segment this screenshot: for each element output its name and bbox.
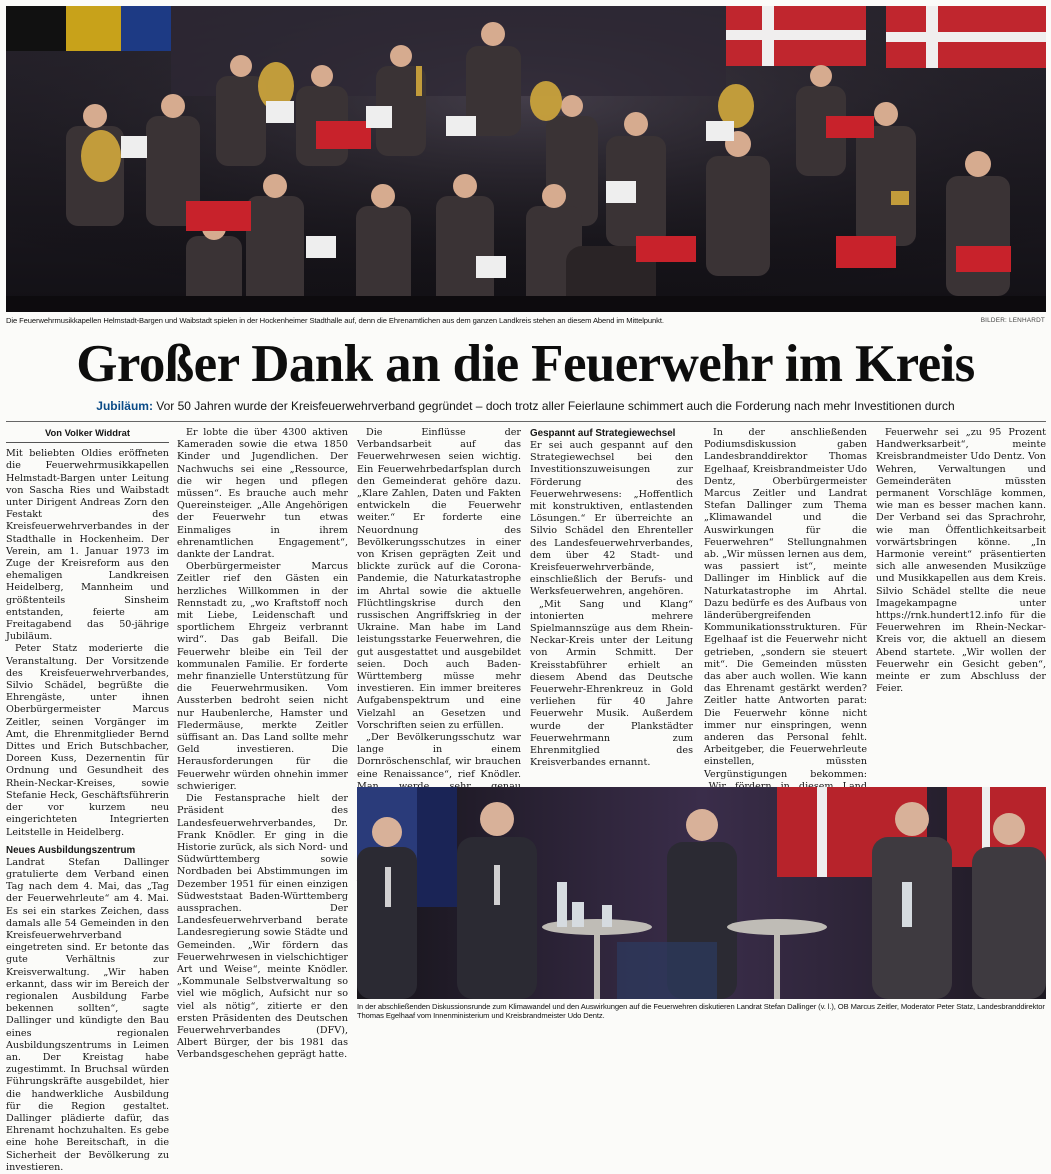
paragraph: Feuerwehr sei „zu 95 Prozent Handwerksarbeit“, meinte Kreisbrandmeister Udo Dentz. Von Wehren, Verwaltungen und Gemeinderäten müssten permanent Vorschläge kommen, wie man es besser machen kann. Der Verband sei das Sprachrohr, wie man Öffentlichkeitsarbeit vorwärtsbringen könne. „In Harmonie vereint“ präsentierten sich alle anwesenden Musikzüge und Musikkapellen aus dem Kreis. Silvio Schädel stellte die neue Imagekampagne unter https://rnk.hundert12.info für die Feuerwehren im Rhein-Neckar-Kreis vor, die aktuell an diesem Abend startete. „Wir wollen der Feuerwehr ein Gesicht geben“, meinte er zum Abschluss der Feier. (876, 427, 1046, 695)
author-byline: Von Volker Widdrat (6, 427, 169, 443)
paragraph: In der anschließenden Podiumsdiskussion gaben Landesbranddirektor Thomas Egelhaaf, Kreisbrandmeister Udo Dentz, Oberbürgermeister Marcus Zeitler und Landrat Stefan Dallinger zum Thema „Klimawandel und die Auswirkungen für die Feuerwehren“ Stellungnahmen ab. „Wir müssen lernen aus dem, was passiert ist“, meinte Dallinger im Hinblick auf die Naturkatastrophe im Ahrtal. Dazu bedürfe es des Aufbaus von länderübergreifenden Kommunikationsstrukturen. Für Egelhaaf ist die Feuerwehr nicht getrieben, „sondern sie steuert mit“. Die Gemeinden müssten das aber auch wollen. Wie kann das Ehrenamt gestärkt werden? Zeitler hatte Antworten parat: Die Feuerwehr könne nicht immer nur einspringen, wenn anderen das Personal fehlt. Arbeitgeber, die Feuerwehrleute einstellen, müssten Vergünstigungen bekommen: (704, 427, 867, 780)
article-column-3 (357, 427, 521, 780)
paragraph: Die Einflüsse der Verbandsarbeit auf das Feuerwehrwesen seien wichtig. Ein Feuerwehrbedarfsplan durch den Gemeinderat gehöre dazu. „Klare Zahlen, Daten und Fakten entwickeln die Feuerwehr weiter.“ Er forderte eine Neuordnung des Bevölkerungsschutzes in einer von Krisen geprägten Zeit und blickte zurück auf die Corona-Pandemie, die Naturkatastrophe im Ahrtal sowie die aktuelle Flüchtlingskrise durch den russischen Angriffskrieg in der Ukraine. Man habe im Land leistungsstarke Feuerwehren, die gut ausgestattet und ausgebildet seien. Doch auch Baden-Württemberg müsse mehr investieren. Ein immer breiteres Aufgabenspektrum und eine Vielzahl an Gesetzen und Vorschriften seien zu erfüllen. (357, 427, 521, 731)
article-column-4 (530, 427, 693, 777)
band-photo (6, 6, 1046, 312)
paragraph: Mit beliebten Oldies eröffneten die Feuerwehrmusikkapellen Helmstadt-Bargen unter Leitung von Sascha Ries und Waibstadt unter Dirigent Andreas Zorn den Festakt des Kreisfeuerwehrverbandes in der Stadthalle in Hockenheim. Der Verein, am 1. Januar 1973 im Zuge der Kreisreform aus den ehemaligen Landkreisen Heidelberg, Mannheim und größtenteils Sinsheim entstanden, feierte am Freitagabend das 50-jährige Jubiläum. (6, 448, 169, 643)
deck-kicker: Jubiläum: (96, 399, 153, 413)
paragraph: Peter Statz moderierte die Veranstaltung. Der Vorsitzende des Kreisfeuerwehrverbandes, Silvio Schädel, begrüßte die Ehrengäste, unter ihnen Oberbürgermeister Marcus Zeitler, seinen Vorgänger im Amt, die Ehrenmitglieder Bernd Dittes und Erich Butschbacher, Doreen Kuss, Dezernentin für Ordnung und Gesundheit des Rhein-Neckar-Kreises, sowie Stefanie Heck, Geschäftsführerin der vor kurzem neu eingerichteten Integrierten Leitstelle in Heidelberg. (6, 643, 169, 838)
paragraph: „Der Bevölkerungsschutz war lange in einem Dornröschenschlaf, wir brauchen eine Renaissance“, rief Knödler. (357, 732, 521, 780)
band-photo-illustration (6, 6, 1046, 312)
divider (6, 421, 1046, 422)
subheadline (0, 398, 1051, 414)
paragraph: Er sei auch gespannt auf den Strategiewechsel bei den Investitionszuweisungen zur Förderung des Feuerwehrwesens: „Hoffentlich mit konstruktiven, entlastenden Lösungen.“ Er überreichte an Silvio Schädel den Ehrenteller des Landesfeuerwehrverbandes, dem über 42 Stadt- und Kreisfeuerwehrverbände, einschließlich der Berufs- und Werksfeuerwehren, angehören. (530, 440, 693, 598)
article-column-2 (177, 427, 348, 1061)
subheading: Gespannt auf Strategiewechsel (530, 428, 676, 439)
article-column-5 (704, 427, 867, 780)
paragraph: Oberbürgermeister Marcus Zeitler rief den Gästen ein herzliches Willkommen in der Rennstadt zu, „wo Kraftstoff noch mit Liebe, Leidenschaft und sportlichem Ehrgeiz verbrannt wird“. Das gab Beifall. Die Feuerwehr bleibe ein Teil der kommunalen Familie. Er forderte mehr finanzielle Unterstützung für die Feuerwehrmusiken. Vom Aussterben bedroht seien nicht nur Haubenlerche, Hamster und Fledermäuse, merkte Zeitler süffisant an. Das Land sollte mehr Geld investieren. Die Herausforderungen für die Feuerwehr würden ohnehin immer schwieriger. (177, 561, 348, 792)
deck-text: Vor 50 Jahren wurde der Kreisfeuerwehrverband gegründet – doch trotz aller Feierlaune schimmert auch die Forderung nach mehr Investitionen durch (156, 399, 955, 413)
paragraph: „Mit Sang und Klang“ intonierten mehrere Spielmannszüge aus dem Rhein-Neckar-Kreis unter der Leitung von Armin Schmitt. Der Kreisstabführer erhielt an diesem Abend das Deutsche Feuerwehr-Ehrenkreuz in Gold verliehen für 40 Jahre Feuerwehr Musik. Außerdem wurde der Plankstädter Feuerwehrmann zum Ehrenmitglied des Kreisverbandes ernannt. (530, 598, 693, 769)
paragraph: Die Festansprache hielt der Präsident des Landesfeuerwehrverbandes, Dr. Frank Knödler. Er ging in die Historie zurück, als sich Nord- und Südwürttemberg sowie Nordbaden bei Abstimmungen im Dezember 1951 für einen einzigen Südweststaat Baden-Württemberg aussprachen. Der Landesfeuerwehrverband berate Landesregierung sowie Städte und Gemeinden. „Wir fördern das Feuerwehrwesen in vielschichtiger Art und Weise“, meinte Knödler. „Kommunale Selbstverwaltung so viel wie möglich, Aufsicht nur so viel als nötig“, zitierte er den ersten Präsidenten des Deutschen Feuerwehrverbandes (DFV), Albert Bürger, der bis 1981 das Verbandsgeschehen geprägt hatte. (177, 793, 348, 1061)
subheading: Neues Ausbildungszentrum (6, 844, 136, 856)
panel-photo-illustration (357, 787, 1046, 999)
article-column-1 (6, 427, 169, 1173)
article-column-6 (876, 427, 1046, 777)
panel-discussion-photo (357, 787, 1046, 999)
paragraph: Landrat Stefan Dallinger gratulierte dem Verband einen Tag nach dem 4. Mai, das „Tag der Feuerwehrleute“ am 4. Mai. Es sei ein starkes Zeichen, dass damals alle 54 Gemeinden in den Kreisfeuerwehrverband eingetreten sind. Er betonte das gute Verhältnis zur Kreisverwaltung. „Wir haben erkannt, dass wir im Bereich der regionalen Ausbildung Farbe bekennen sollten“, sagte Dallinger und kündigte den Bau eines regionalen Ausbildungszentrums in Leimen an. Der Kreistag habe zugestimmt. In Bruchsal würden Führungskräfte ausgebildet, hier die handwerkliche Ausbildung für die Region gestaltet. Dallinger plädierte dafür, das Ehrenamt hochzuhalten. Es gebe eine hohe Bereitschaft, in die Sicherheit der Bevölkerung zu investieren. (6, 856, 169, 1173)
band-photo-caption: Die Feuerwehrmusikkapellen Helmstadt-Bargen und Waibstadt spielen in der Hockenheimer Stadthalle auf, denn die Ehrenamtlichen aus dem ganzen Landkreis stehen an diesem Abend im Mittelpunkt. (6, 316, 664, 325)
headline: Großer Dank an die Feuerwehr im Kreis (76, 335, 975, 393)
photo-credit: BILDER: LENHARDT (980, 317, 1045, 324)
panel-photo-caption: In der abschließenden Diskussionsrunde zum Klimawandel und den Auswirkungen auf die Feuerwehren diskutieren Landrat Stefan Dallinger (v. l.), OB Marcus Zeitler, Moderator Peter Statz, Landesbranddirektor Thomas Egelhaaf vom Innenministerium und Kreisbrandmeister Udo Dentz. (357, 1002, 1045, 1021)
paragraph: Er lobte die über 4300 aktiven Kameraden sowie die etwa 1850 Kinder und Jugendlichen. Der Nachwuchs sei eine „Ressource, die wir hegen und pflegen müssen“. Es brauche auch mehr Quereinsteiger. „Alle Angehörigen der Feuerwehr tun etwas Einmaliges in ihrem ehrenamtlichen Engagement“, dankte der Landrat. (177, 427, 348, 561)
